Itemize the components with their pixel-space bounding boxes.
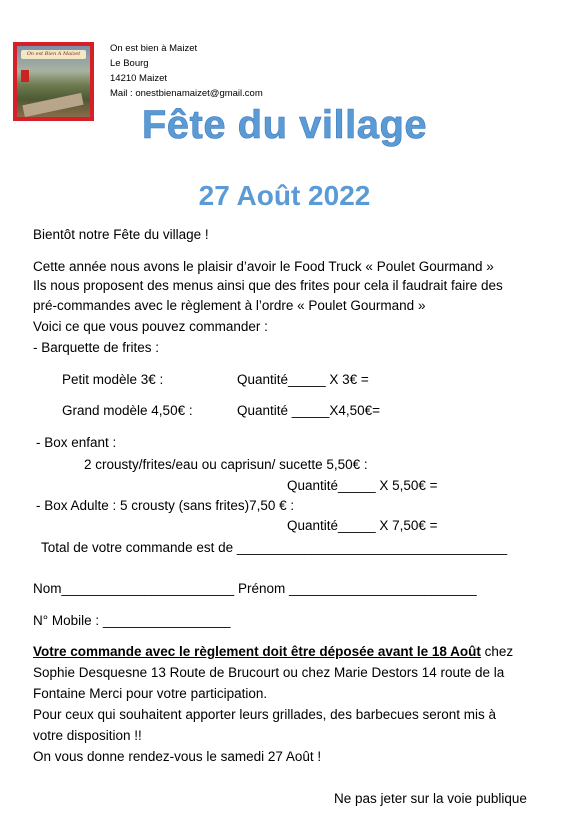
para-line: Voici ce que vous pouvez commander : — [33, 319, 268, 334]
deadline-bold: Votre commande avec le règlement doit être déposée avant le 18 Août — [33, 644, 481, 659]
fries-large-label: Grand modèle 4,50€ : — [62, 403, 193, 418]
name-fields[interactable]: Nom_______________________ Prénom _________________________ — [33, 581, 477, 596]
intro-text: Bientôt notre Fête du village ! — [33, 227, 209, 242]
notice-line: Pour ceux qui souhaitent apporter leurs grillades, des barbecues seront mis à — [33, 707, 497, 722]
contact-city: 14210 Maizet — [110, 73, 168, 84]
logo-flag — [21, 70, 29, 82]
para-line: pré-commandes avec le règlement à l’ordre « Poulet Gourmand » — [33, 298, 426, 313]
fries-small-label: Petit modèle 3€ : — [62, 372, 164, 387]
notice-line: Fontaine Merci pour votre participation. — [33, 686, 268, 701]
notice-line: Sophie Desquesne 13 Route de Brucourt ou chez Marie Destors 14 route de la — [33, 665, 505, 680]
fries-large-qty[interactable]: Quantité _____X4,50€= — [237, 403, 380, 418]
order-total-field[interactable]: Total de votre commande est de ____________________________________ — [41, 540, 508, 555]
fries-small-qty[interactable]: Quantité_____ X 3€ = — [237, 372, 369, 387]
kids-box-desc: 2 crousty/frites/eau ou caprisun/ sucette 5,50€ : — [84, 457, 368, 472]
kids-box-heading: - Box enfant : — [36, 435, 117, 450]
adult-box-qty[interactable]: Quantité_____ X 7,50€ = — [287, 518, 438, 533]
adult-box-heading: - Box Adulte : 5 crousty (sans frites)7,50 € : — [36, 498, 295, 513]
event-date: 27 Août 2022 — [198, 180, 371, 211]
notice-line: votre disposition !! — [33, 728, 142, 743]
mobile-field[interactable]: N° Mobile : _________________ — [33, 613, 231, 628]
contact-email: Mail : onestbienamaizet@gmail.com — [110, 88, 263, 99]
footer-note: Ne pas jeter sur la voie publique — [334, 791, 527, 806]
logo-banner: On est Bien A Maizet — [21, 50, 86, 59]
contact-address: Le Bourg — [110, 58, 149, 69]
contact-name: On est bien à Maizet — [110, 43, 198, 54]
kids-box-qty[interactable]: Quantité_____ X 5,50€ = — [287, 478, 438, 493]
page-title: Fête du village — [141, 103, 428, 147]
para-line: Ils nous proposent des menus ainsi que des frites pour cela il faudrait faire des — [33, 278, 503, 293]
fries-heading: - Barquette de frites : — [33, 340, 160, 355]
contact-block — [110, 41, 263, 101]
notice-line: On vous donne rendez-vous le samedi 27 Août ! — [33, 749, 322, 764]
deadline-notice — [33, 643, 513, 661]
deadline-tail: chez — [480, 644, 514, 659]
para-line: Cette année nous avons le plaisir d’avoir le Food Truck « Poulet Gourmand » — [33, 259, 494, 274]
